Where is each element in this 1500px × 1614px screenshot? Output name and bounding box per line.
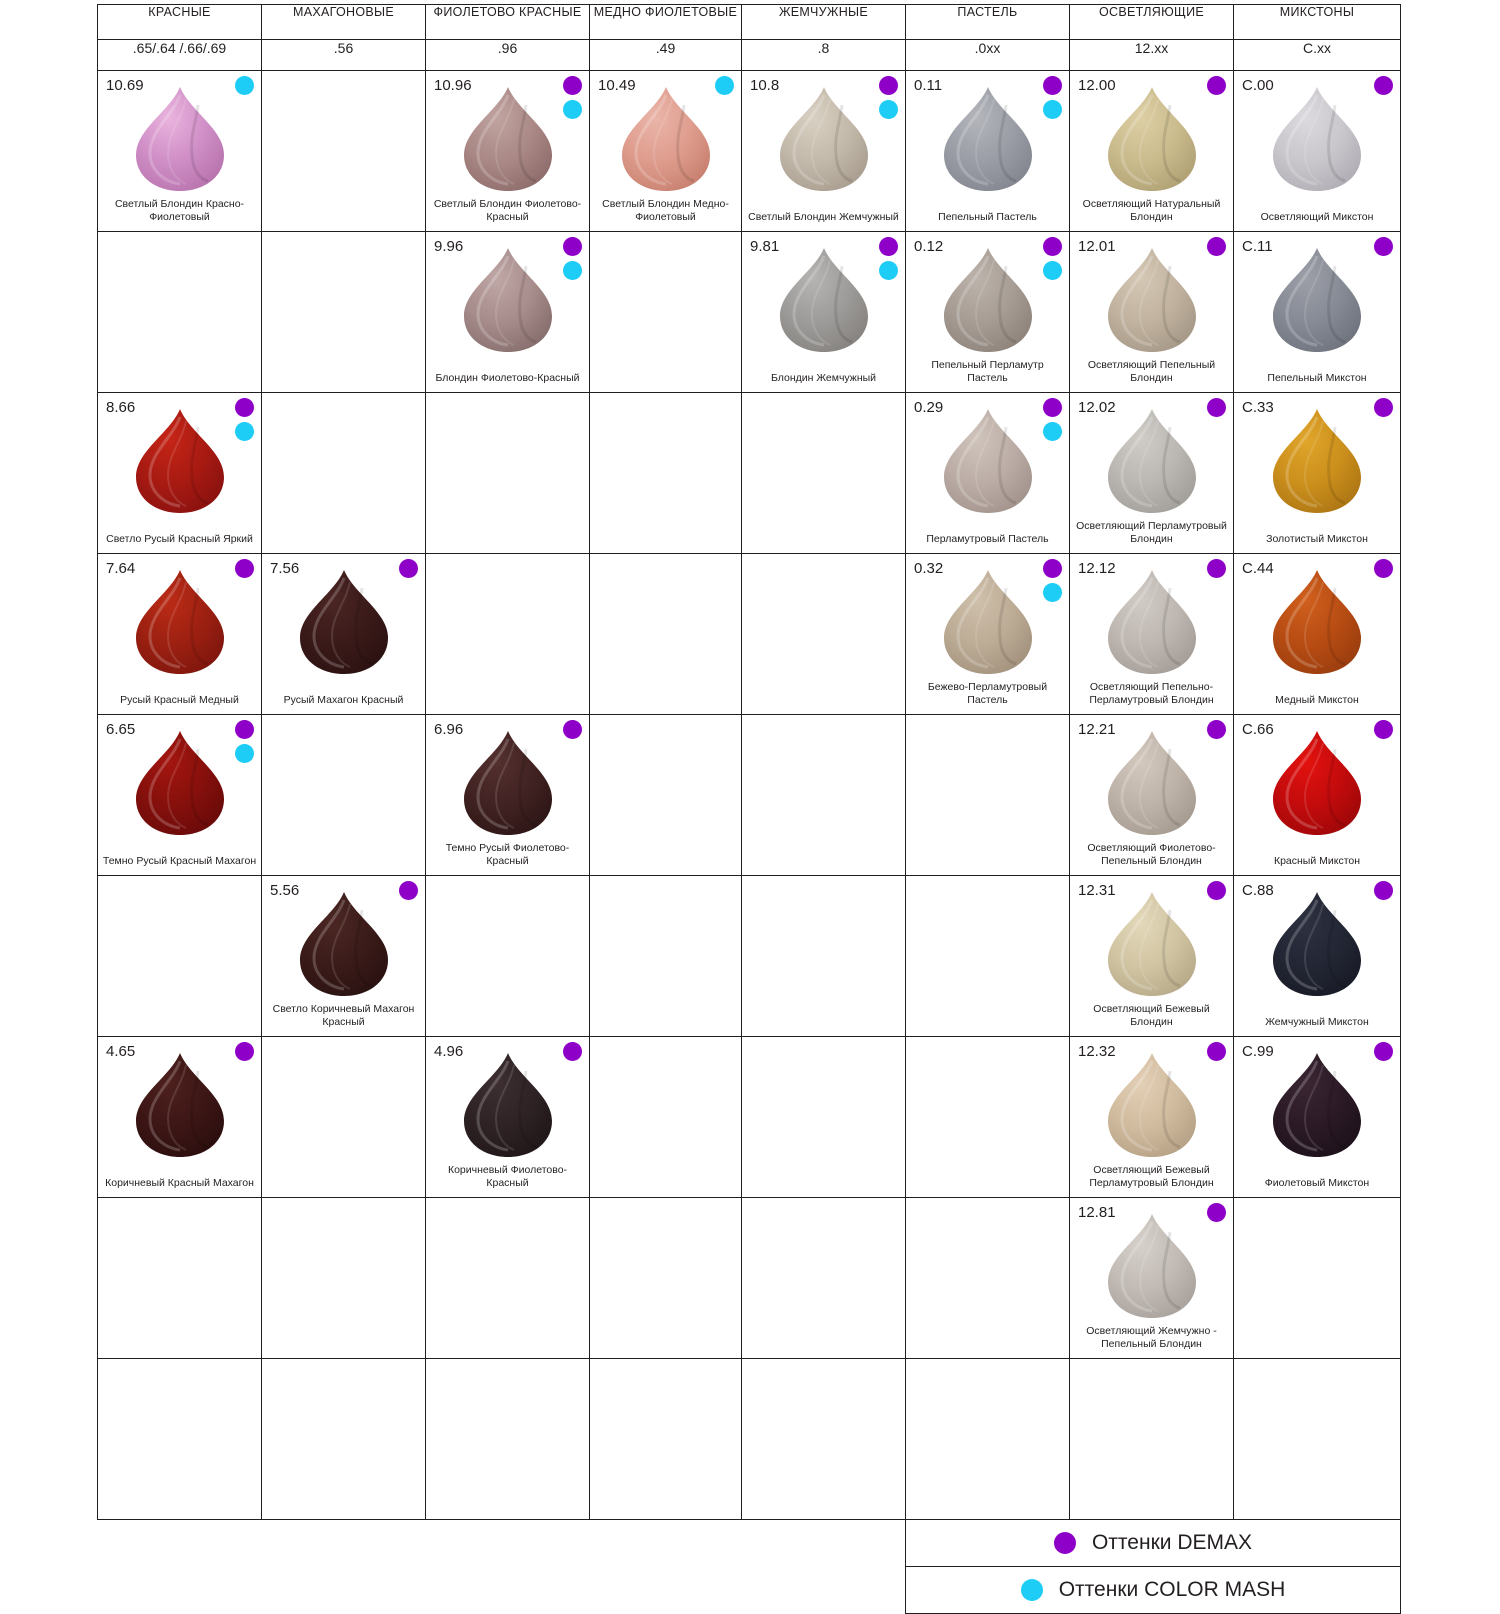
shade-name: Темно Русый Фиолетово-Красный bbox=[445, 842, 570, 868]
hair-swatch-icon bbox=[1096, 85, 1208, 193]
shade-code: 10.96 bbox=[434, 77, 472, 94]
shade-badges bbox=[879, 237, 898, 285]
shade-name: Осветляющий Микстон bbox=[1260, 211, 1374, 224]
demax-dot-icon bbox=[1207, 720, 1226, 739]
hair-swatch-icon bbox=[1261, 407, 1373, 515]
shade-name: Медный Микстон bbox=[1275, 694, 1359, 707]
legend-demax-label: Оттенки DEMAX bbox=[1091, 1531, 1253, 1554]
shade-cell[interactable] bbox=[906, 71, 1070, 232]
shade-cell[interactable] bbox=[742, 232, 906, 393]
empty-cell bbox=[590, 1359, 742, 1520]
hair-swatch-icon bbox=[1261, 1051, 1373, 1159]
hair-swatch-icon bbox=[932, 85, 1044, 193]
shade-cell[interactable] bbox=[1234, 393, 1401, 554]
color-mash-dot-icon bbox=[879, 261, 898, 280]
empty-cell bbox=[1070, 1359, 1234, 1520]
column-code-5: .8 bbox=[742, 40, 906, 71]
legend-color-mash-dot-icon bbox=[1021, 1579, 1043, 1601]
color-mash-dot-icon bbox=[235, 76, 254, 95]
shade-badges bbox=[235, 76, 254, 100]
legend-spacer bbox=[590, 1520, 742, 1567]
column-code-row bbox=[98, 40, 1401, 71]
hair-swatch-icon bbox=[124, 568, 236, 676]
shade-badges bbox=[1374, 720, 1393, 744]
shade-badges bbox=[1374, 1042, 1393, 1066]
empty-cell bbox=[590, 876, 742, 1037]
hair-swatch-icon bbox=[1096, 568, 1208, 676]
demax-dot-icon bbox=[879, 76, 898, 95]
shade-cell[interactable] bbox=[1234, 232, 1401, 393]
hair-swatch-icon bbox=[288, 568, 400, 676]
shade-cell[interactable] bbox=[98, 71, 262, 232]
demax-dot-icon bbox=[1374, 1042, 1393, 1061]
shade-badges bbox=[235, 720, 254, 768]
shade-row bbox=[98, 876, 1401, 1037]
hair-swatch-icon bbox=[1261, 729, 1373, 837]
shade-badges bbox=[1207, 881, 1226, 905]
empty-cell bbox=[906, 1198, 1070, 1359]
shade-name: Жемчужный Микстон bbox=[1265, 1016, 1369, 1029]
legend-spacer bbox=[262, 1567, 426, 1614]
shade-name: Золотистый Микстон bbox=[1266, 533, 1368, 546]
shade-name: Русый Красный Медный bbox=[120, 694, 239, 707]
shade-code: 8.66 bbox=[106, 399, 136, 416]
shade-badges bbox=[235, 559, 254, 583]
color-mash-dot-icon bbox=[715, 76, 734, 95]
shade-name: Осветляющий Фиолетово-Пепельный Блондин bbox=[1087, 842, 1216, 868]
shade-cell[interactable] bbox=[98, 393, 262, 554]
column-header-4: МЕДНО ФИОЛЕТОВЫЕ bbox=[590, 5, 742, 40]
column-header-7: ОСВЕТЛЯЮЩИЕ bbox=[1070, 5, 1234, 40]
empty-cell bbox=[262, 71, 426, 232]
column-header-3: ФИОЛЕТОВО КРАСНЫЕ bbox=[426, 5, 590, 40]
shade-badges bbox=[563, 720, 582, 744]
empty-cell bbox=[590, 1037, 742, 1198]
empty-cell bbox=[906, 1037, 1070, 1198]
shade-cell[interactable] bbox=[1070, 876, 1234, 1037]
demax-dot-icon bbox=[563, 76, 582, 95]
shade-code: 0.11 bbox=[914, 77, 943, 94]
shade-code: 4.65 bbox=[106, 1043, 136, 1060]
demax-dot-icon bbox=[879, 237, 898, 256]
demax-dot-icon bbox=[235, 720, 254, 739]
shade-row bbox=[98, 715, 1401, 876]
hair-swatch-icon bbox=[1261, 246, 1373, 354]
shade-badges bbox=[1043, 76, 1062, 124]
color-mash-dot-icon bbox=[563, 261, 582, 280]
legend-demax-dot-icon bbox=[1054, 1532, 1076, 1554]
shade-code: C.88 bbox=[1242, 882, 1274, 899]
shade-cell[interactable] bbox=[98, 554, 262, 715]
empty-cell bbox=[426, 554, 590, 715]
empty-cell bbox=[742, 1198, 906, 1359]
hair-swatch-icon bbox=[124, 407, 236, 515]
shade-badges bbox=[1207, 720, 1226, 744]
hair-swatch-icon bbox=[932, 568, 1044, 676]
column-header-row bbox=[98, 5, 1401, 40]
shade-code: 0.12 bbox=[914, 238, 944, 255]
empty-cell bbox=[742, 1037, 906, 1198]
hair-swatch-icon bbox=[452, 246, 564, 354]
shade-code: 12.32 bbox=[1078, 1043, 1116, 1060]
column-code-1: .65/.64 /.66/.69 bbox=[98, 40, 262, 71]
hair-swatch-icon bbox=[452, 729, 564, 837]
empty-cell bbox=[98, 1359, 262, 1520]
column-code-8: C.xx bbox=[1234, 40, 1401, 71]
shade-name: Осветляющий Бежевый Блондин bbox=[1093, 1003, 1210, 1029]
legend-spacer bbox=[742, 1520, 906, 1567]
empty-cell bbox=[426, 1359, 590, 1520]
shade-cell[interactable] bbox=[590, 71, 742, 232]
shade-badges bbox=[1207, 559, 1226, 583]
shade-code: C.11 bbox=[1242, 238, 1273, 255]
empty-cell bbox=[742, 554, 906, 715]
column-header-5: ЖЕМЧУЖНЫЕ bbox=[742, 5, 906, 40]
color-mash-dot-icon bbox=[235, 744, 254, 763]
hair-swatch-icon bbox=[1096, 246, 1208, 354]
empty-cell bbox=[906, 715, 1070, 876]
column-header-6: ПАСТЕЛЬ bbox=[906, 5, 1070, 40]
demax-dot-icon bbox=[1374, 237, 1393, 256]
demax-dot-icon bbox=[1043, 559, 1062, 578]
shade-cell[interactable] bbox=[98, 1037, 262, 1198]
shade-row bbox=[98, 1198, 1401, 1359]
shade-cell[interactable] bbox=[1234, 71, 1401, 232]
shade-name: Красный Микстон bbox=[1273, 855, 1361, 868]
hair-swatch-icon bbox=[124, 85, 236, 193]
empty-cell bbox=[590, 393, 742, 554]
empty-cell bbox=[742, 1359, 906, 1520]
demax-dot-icon bbox=[563, 1042, 582, 1061]
hair-swatch-icon bbox=[932, 407, 1044, 515]
shade-code: C.00 bbox=[1242, 77, 1274, 94]
shade-badges bbox=[1374, 76, 1393, 100]
column-header-1: КРАСНЫЕ bbox=[98, 5, 262, 40]
shade-cell[interactable] bbox=[426, 715, 590, 876]
column-code-3: .96 bbox=[426, 40, 590, 71]
shade-code: 10.49 bbox=[598, 77, 636, 94]
hair-swatch-icon bbox=[124, 729, 236, 837]
shade-cell[interactable] bbox=[426, 1037, 590, 1198]
column-code-4: .49 bbox=[590, 40, 742, 71]
demax-dot-icon bbox=[1374, 720, 1393, 739]
shade-cell[interactable] bbox=[1234, 1037, 1401, 1198]
demax-dot-icon bbox=[1207, 76, 1226, 95]
demax-dot-icon bbox=[235, 398, 254, 417]
shade-cell[interactable] bbox=[1234, 554, 1401, 715]
empty-cell bbox=[426, 876, 590, 1037]
shade-cell[interactable] bbox=[1070, 232, 1234, 393]
shade-code: 10.8 bbox=[750, 77, 780, 94]
empty-cell bbox=[426, 1198, 590, 1359]
shade-row bbox=[98, 71, 1401, 232]
empty-cell bbox=[906, 1359, 1070, 1520]
shade-name: Блондин Жемчужный bbox=[770, 372, 877, 385]
shade-name: Светлый Блондин Жемчужный bbox=[748, 211, 899, 224]
color-mash-dot-icon bbox=[1043, 100, 1062, 119]
shade-cell[interactable] bbox=[1070, 71, 1234, 232]
shade-name: Осветляющий Перламутровый Блондин bbox=[1076, 520, 1227, 546]
legend-spacer bbox=[262, 1520, 426, 1567]
column-code-7: 12.xx bbox=[1070, 40, 1234, 71]
shade-cell[interactable] bbox=[98, 715, 262, 876]
empty-cell bbox=[742, 715, 906, 876]
shade-name: Светлый Блондин Красно-Фиолетовый bbox=[114, 198, 245, 224]
shade-code: 6.96 bbox=[434, 721, 464, 738]
demax-dot-icon bbox=[1374, 559, 1393, 578]
shade-name: Светлый Блондин Фиолетово-Красный bbox=[433, 198, 582, 224]
shade-name: Осветляющий Пепельно-Перламутровый Блондин bbox=[1089, 681, 1214, 707]
hair-swatch-icon bbox=[1096, 729, 1208, 837]
shade-name: Коричневый Красный Махагон bbox=[105, 1177, 254, 1190]
shade-cell[interactable] bbox=[906, 232, 1070, 393]
column-code-2: .56 bbox=[262, 40, 426, 71]
shade-badges bbox=[1043, 559, 1062, 607]
color-mash-dot-icon bbox=[1043, 422, 1062, 441]
shade-badges bbox=[715, 76, 734, 100]
shade-name: Темно Русый Красный Махагон bbox=[102, 855, 257, 868]
color-mash-dot-icon bbox=[879, 100, 898, 119]
shade-cell[interactable] bbox=[1234, 876, 1401, 1037]
empty-cell bbox=[262, 715, 426, 876]
shade-badges bbox=[399, 881, 418, 905]
shade-cell[interactable] bbox=[262, 554, 426, 715]
shade-name: Блондин Фиолетово-Красный bbox=[435, 372, 580, 385]
empty-cell bbox=[590, 715, 742, 876]
empty-cell bbox=[426, 393, 590, 554]
shade-name: Осветляющий Пепельный Блондин bbox=[1087, 359, 1216, 385]
demax-dot-icon bbox=[235, 559, 254, 578]
shade-name: Коричневый Фиолетово-Красный bbox=[447, 1164, 568, 1190]
hair-swatch-icon bbox=[768, 246, 880, 354]
column-header-2: МАХАГОНОВЫЕ bbox=[262, 5, 426, 40]
color-mash-dot-icon bbox=[1043, 583, 1062, 602]
shade-code: 0.32 bbox=[914, 560, 944, 577]
shade-name: Русый Махагон Красный bbox=[283, 694, 404, 707]
shade-cell[interactable] bbox=[426, 71, 590, 232]
empty-cell bbox=[262, 1198, 426, 1359]
hair-swatch-icon bbox=[288, 890, 400, 998]
hair-swatch-icon bbox=[452, 1051, 564, 1159]
legend-color-mash-row bbox=[98, 1567, 1401, 1614]
shade-badges bbox=[235, 398, 254, 446]
shade-badges bbox=[1374, 398, 1393, 422]
legend-spacer bbox=[426, 1520, 590, 1567]
shade-name: Светло Русый Красный Яркий bbox=[106, 533, 253, 546]
shade-code: 4.96 bbox=[434, 1043, 464, 1060]
shade-badges bbox=[563, 237, 582, 285]
empty-cell bbox=[98, 876, 262, 1037]
legend-spacer bbox=[742, 1567, 906, 1614]
shade-row bbox=[98, 1359, 1401, 1520]
shade-code: 10.69 bbox=[106, 77, 144, 94]
shade-code: 12.01 bbox=[1078, 238, 1116, 255]
demax-dot-icon bbox=[1374, 398, 1393, 417]
shade-code: C.33 bbox=[1242, 399, 1274, 416]
shade-badges bbox=[235, 1042, 254, 1066]
column-code-6: .0xx bbox=[906, 40, 1070, 71]
shade-code: 5.56 bbox=[270, 882, 300, 899]
hair-swatch-icon bbox=[1096, 1212, 1208, 1320]
shade-cell[interactable] bbox=[1070, 1037, 1234, 1198]
hair-swatch-icon bbox=[768, 85, 880, 193]
shade-cell[interactable] bbox=[1070, 715, 1234, 876]
legend-spacer bbox=[426, 1567, 590, 1614]
demax-dot-icon bbox=[1207, 1042, 1226, 1061]
demax-dot-icon bbox=[1374, 881, 1393, 900]
demax-dot-icon bbox=[1043, 76, 1062, 95]
shade-cell[interactable] bbox=[1070, 1198, 1234, 1359]
hair-swatch-icon bbox=[932, 246, 1044, 354]
shade-code: 6.65 bbox=[106, 721, 136, 738]
color-mash-dot-icon bbox=[563, 100, 582, 119]
shade-code: C.66 bbox=[1242, 721, 1274, 738]
color-mash-dot-icon bbox=[1043, 261, 1062, 280]
shade-code: 9.96 bbox=[434, 238, 464, 255]
legend-spacer bbox=[590, 1567, 742, 1614]
hair-swatch-icon bbox=[124, 1051, 236, 1159]
shade-name: Перламутровый Пастель bbox=[926, 533, 1049, 546]
shade-code: 9.81 bbox=[750, 238, 780, 255]
demax-dot-icon bbox=[1207, 1203, 1226, 1222]
empty-cell bbox=[262, 1359, 426, 1520]
empty-cell bbox=[742, 393, 906, 554]
shade-badges bbox=[1207, 1042, 1226, 1066]
demax-dot-icon bbox=[1374, 76, 1393, 95]
shade-badges bbox=[1043, 237, 1062, 285]
shade-row bbox=[98, 1037, 1401, 1198]
legend-color-mash-label: Оттенки COLOR MASH bbox=[1058, 1578, 1286, 1601]
hair-swatch-icon bbox=[1261, 568, 1373, 676]
empty-cell bbox=[262, 1037, 426, 1198]
empty-cell bbox=[590, 554, 742, 715]
shade-badges bbox=[563, 76, 582, 124]
hair-swatch-icon bbox=[610, 85, 722, 193]
empty-cell bbox=[98, 232, 262, 393]
shade-cell[interactable] bbox=[426, 232, 590, 393]
hair-swatch-icon bbox=[1096, 890, 1208, 998]
empty-cell bbox=[590, 1198, 742, 1359]
legend-spacer bbox=[98, 1520, 262, 1567]
shade-code: 12.00 bbox=[1078, 77, 1116, 94]
empty-cell bbox=[742, 876, 906, 1037]
legend-color-mash-cell bbox=[906, 1567, 1401, 1614]
column-header-8: МИКСТОНЫ bbox=[1234, 5, 1401, 40]
shade-name: Светлый Блондин Медно-Фиолетовый bbox=[602, 198, 729, 224]
shade-name: Осветляющий Натуральный Блондин bbox=[1082, 198, 1221, 224]
color-mash-dot-icon bbox=[235, 422, 254, 441]
shade-badges bbox=[1374, 881, 1393, 905]
hair-swatch-icon bbox=[1096, 1051, 1208, 1159]
shade-badges bbox=[1043, 398, 1062, 446]
shade-code: 7.64 bbox=[106, 560, 136, 577]
hair-swatch-icon bbox=[1261, 85, 1373, 193]
shade-badges bbox=[1207, 237, 1226, 261]
demax-dot-icon bbox=[235, 1042, 254, 1061]
shade-code: 12.02 bbox=[1078, 399, 1116, 416]
shade-badges bbox=[1207, 398, 1226, 422]
shade-badges bbox=[399, 559, 418, 583]
shade-code: C.99 bbox=[1242, 1043, 1274, 1060]
shade-code: 7.56 bbox=[270, 560, 300, 577]
shade-cell[interactable] bbox=[1070, 554, 1234, 715]
demax-dot-icon bbox=[1043, 398, 1062, 417]
shade-code: 12.81 bbox=[1078, 1204, 1116, 1221]
empty-cell bbox=[590, 232, 742, 393]
legend-demax-row bbox=[98, 1520, 1401, 1567]
shade-cell[interactable] bbox=[262, 876, 426, 1037]
demax-dot-icon bbox=[399, 559, 418, 578]
shade-badges bbox=[1207, 76, 1226, 100]
shade-badges bbox=[1207, 1203, 1226, 1227]
demax-dot-icon bbox=[1207, 398, 1226, 417]
shade-cell[interactable] bbox=[1070, 393, 1234, 554]
shade-name: Светло Коричневый Махагон Красный bbox=[272, 1003, 415, 1029]
demax-dot-icon bbox=[1043, 237, 1062, 256]
empty-cell bbox=[1234, 1359, 1401, 1520]
demax-dot-icon bbox=[399, 881, 418, 900]
shade-cell[interactable] bbox=[906, 554, 1070, 715]
shade-name: Пепельный Пастель bbox=[938, 211, 1037, 224]
shade-name: Пепельный Перламутр Пастель bbox=[931, 359, 1044, 385]
shade-badges bbox=[1374, 237, 1393, 261]
shade-cell[interactable] bbox=[742, 71, 906, 232]
legend-spacer bbox=[98, 1567, 262, 1614]
shade-name: Бежево-Перламутровый Пастель bbox=[927, 681, 1048, 707]
hair-swatch-icon bbox=[1096, 407, 1208, 515]
empty-cell bbox=[262, 393, 426, 554]
empty-cell bbox=[98, 1198, 262, 1359]
shade-name: Осветляющий Жемчужно - Пепельный Блондин bbox=[1086, 1325, 1217, 1351]
shade-code: 12.21 bbox=[1078, 721, 1116, 738]
legend-demax-cell bbox=[906, 1520, 1401, 1567]
demax-dot-icon bbox=[563, 237, 582, 256]
demax-dot-icon bbox=[1207, 881, 1226, 900]
empty-cell bbox=[906, 876, 1070, 1037]
shade-name: Фиолетовый Микстон bbox=[1264, 1177, 1370, 1190]
shade-badges bbox=[879, 76, 898, 124]
demax-dot-icon bbox=[563, 720, 582, 739]
demax-dot-icon bbox=[1207, 237, 1226, 256]
shade-code: 0.29 bbox=[914, 399, 944, 416]
demax-dot-icon bbox=[1207, 559, 1226, 578]
shade-code: C.44 bbox=[1242, 560, 1274, 577]
shade-row bbox=[98, 554, 1401, 715]
shade-row bbox=[98, 393, 1401, 554]
shade-name: Пепельный Микстон bbox=[1267, 372, 1367, 385]
empty-cell bbox=[1234, 1198, 1401, 1359]
shade-cell[interactable] bbox=[1234, 715, 1401, 876]
shade-code: 12.31 bbox=[1078, 882, 1116, 899]
hair-swatch-icon bbox=[452, 85, 564, 193]
hair-color-chart bbox=[97, 4, 1401, 1614]
shade-code: 12.12 bbox=[1078, 560, 1116, 577]
hair-swatch-icon bbox=[1261, 890, 1373, 998]
empty-cell bbox=[262, 232, 426, 393]
shade-row bbox=[98, 232, 1401, 393]
shade-name: Осветляющий Бежевый Перламутровый Блондин bbox=[1089, 1164, 1214, 1190]
shade-badges bbox=[563, 1042, 582, 1066]
shade-cell[interactable] bbox=[906, 393, 1070, 554]
shade-badges bbox=[1374, 559, 1393, 583]
